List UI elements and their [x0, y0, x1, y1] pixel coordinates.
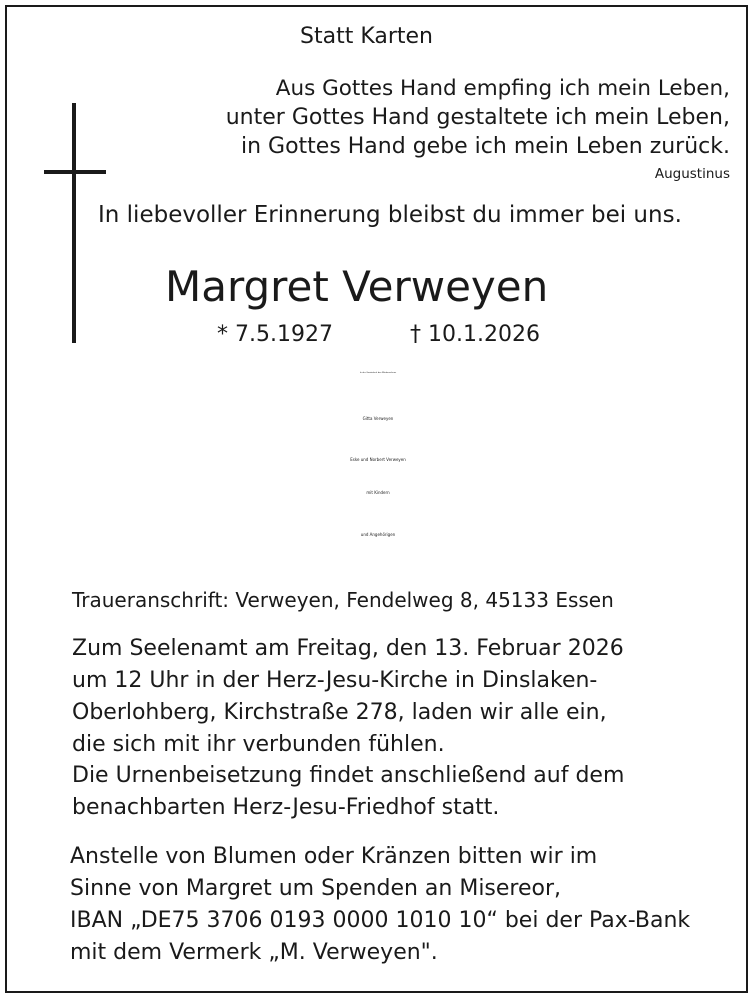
- service-line: Die Urnenbeisetzung findet anschließend auf dem: [72, 763, 625, 788]
- mourning-address: Traueranschrift: Verweyen, Fendelweg 8, 45133 Essen: [72, 588, 614, 612]
- donation-line: mit dem Vermerk „M. Verweyen".: [70, 940, 438, 965]
- quote-line: unter Gottes Hand gestaltete ich mein Leben,: [225, 105, 730, 130]
- cross-icon-bar: [44, 170, 106, 174]
- service-line: benachbarten Herz-Jesu-Friedhof statt.: [72, 795, 500, 820]
- service-line: um 12 Uhr in der Herz-Jesu-Kirche in Dinslaken-: [72, 668, 598, 693]
- service-line: Oberlohberg, Kirchstraße 278, laden wir alle ein,: [72, 700, 607, 725]
- service-line: die sich mit ihr verbunden fühlen.: [72, 732, 445, 757]
- donation-line: Sinne von Margret um Spenden an Misereor,: [70, 876, 562, 901]
- cross-icon: [72, 103, 76, 343]
- quote-line: in Gottes Hand gebe ich mein Leben zurück.: [240, 134, 730, 159]
- birth-date: * 7.5.1927: [217, 322, 333, 347]
- mourner-name: und Angehörigen: [360, 532, 396, 537]
- quote-line: Aus Gottes Hand empfing ich mein Leben,: [275, 76, 730, 101]
- memorial-line: In liebevoller Erinnerung bleibst du immer bei uns.: [98, 202, 682, 228]
- mourner-name: Gitta Verweyen: [362, 416, 394, 421]
- statt-karten-label: Statt Karten: [300, 24, 433, 49]
- donation-line: Anstelle von Blumen oder Kränzen bitten wir im: [70, 844, 598, 869]
- mourner-name: mit Kindern: [366, 490, 390, 495]
- quote-author: Augustinus: [654, 166, 730, 182]
- donation-line: IBAN „DE75 3706 0193 0000 1010 10“ bei der Pax-Bank: [70, 908, 691, 933]
- service-line: Zum Seelenamt am Freitag, den 13. Februar 2026: [72, 636, 624, 661]
- deceased-name: Margret Verweyen: [165, 262, 549, 311]
- mourners-intro: In der Gewissheit des Wiedersehens: [359, 372, 397, 374]
- mourner-name: Eske und Norbert Verweyen: [350, 457, 406, 462]
- death-date: † 10.1.2026: [410, 322, 540, 347]
